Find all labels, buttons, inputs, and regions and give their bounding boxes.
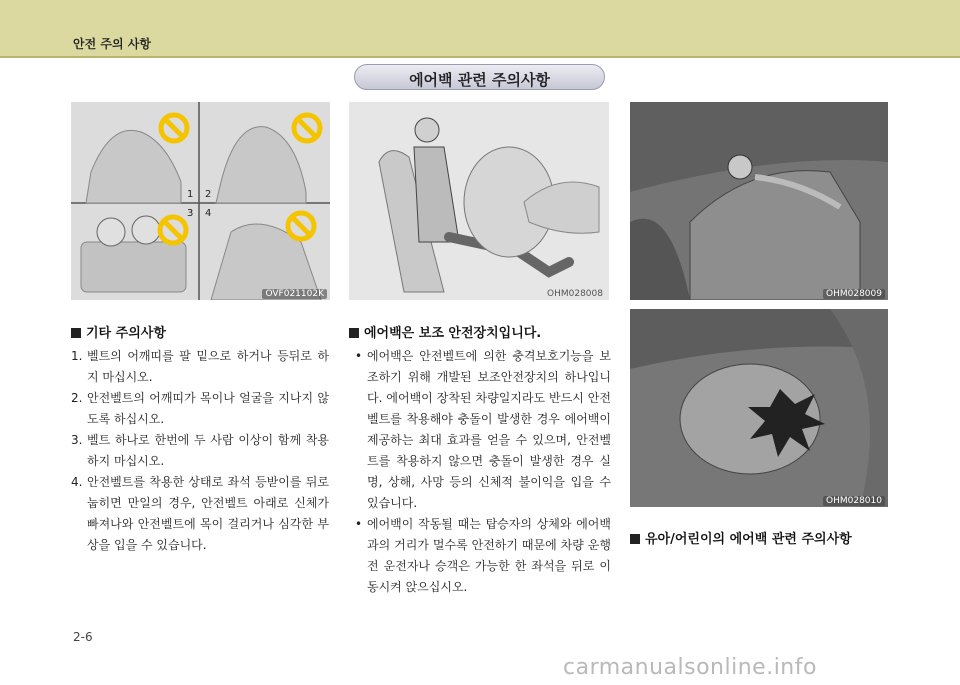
- panel-number-3: 3: [187, 208, 194, 219]
- figure-airbag-deploy: [630, 309, 888, 507]
- figure-seatbelt-misuse: [71, 102, 330, 300]
- panel-number-4: 4: [205, 208, 212, 219]
- figure-airbag-dummy: [349, 102, 609, 300]
- section-heading-other-precautions: [71, 322, 166, 341]
- airbag-bullet-list: [353, 346, 611, 598]
- child-seat-illustration: [630, 102, 888, 300]
- list-item: • 에어백이 작동될 때는 탑승자의 상체와 에어백과의 거리가 멀수록 안전하기 때문에 차량 운행 전 운전자나 승객은 가능한 한 좌석을 뒤로 이동시켜 앉으십시오.: [355, 517, 611, 594]
- figure-code-label: OHM028010: [823, 496, 885, 506]
- airbag-deploy-illustration: [630, 309, 888, 507]
- panel-number-1: 1: [187, 189, 194, 200]
- list-item: • 에어백은 안전벨트에 의한 충격보호기능을 보조하기 위해 개발된 보조안전장치의 하나입니다. 에어백이 장착된 차량일지라도 반드시 안전벨트를 착용해야 충돌이 발생한 경우 에어백이 제공하는 최대 효과를 얻을 수 있으며, 안전벨트를 착용하지 않으면 충돌이 발생한 경우 실명, 상해, 사망 등의 신체적 불이익을 입을 수 있습니다.: [355, 349, 611, 510]
- watermark: carmanualsonline.info: [563, 655, 817, 680]
- square-bullet-icon: [630, 534, 640, 544]
- section-pill: [354, 64, 605, 90]
- heading-text: 에어백은 보조 안전장치입니다.: [364, 326, 542, 341]
- page-header-title: 안전 주의 사항: [73, 37, 151, 51]
- header-divider: [0, 56, 960, 58]
- list-item: 4. 안전벨트를 착용한 상태로 좌석 등받이를 뒤로 눕히면 만일의 경우, 안전벨트 아래로 신체가 빠져나와 안전벨트에 목이 걸리거나 심각한 부상을 입을 수 있습니다.: [71, 475, 329, 552]
- section-heading-child-airbag: [630, 528, 852, 547]
- list-item: 1. 벨트의 어깨띠를 팔 밑으로 하거나 등뒤로 하지 마십시오.: [71, 349, 329, 384]
- square-bullet-icon: [71, 328, 81, 338]
- airbag-dummy-illustration: [349, 102, 609, 300]
- figure-code-label: OHM028008: [547, 289, 603, 299]
- heading-text: 유아/어린이의 에어백 관련 주의사항: [645, 532, 852, 547]
- list-item: 3. 벨트 하나로 한번에 두 사람 이상이 함께 착용하지 마십시오.: [71, 433, 329, 468]
- precaution-list: [71, 346, 329, 556]
- figure-code-label: OVF021102K: [262, 289, 327, 299]
- figure-code-label: OHM028009: [823, 289, 885, 299]
- page-number: 2-6: [73, 630, 93, 644]
- panel-number-2: 2: [205, 189, 212, 200]
- section-heading-supplementary: [349, 322, 541, 341]
- heading-text: 기타 주의사항: [86, 326, 166, 341]
- seatbelt-illustration: [71, 102, 330, 300]
- list-item: 2. 안전벨트의 어깨띠가 목이나 얼굴을 지나지 않도록 하십시오.: [71, 391, 329, 426]
- section-pill-title: 에어백 관련 주의사항: [409, 71, 550, 89]
- square-bullet-icon: [349, 328, 359, 338]
- figure-child-seat: [630, 102, 888, 300]
